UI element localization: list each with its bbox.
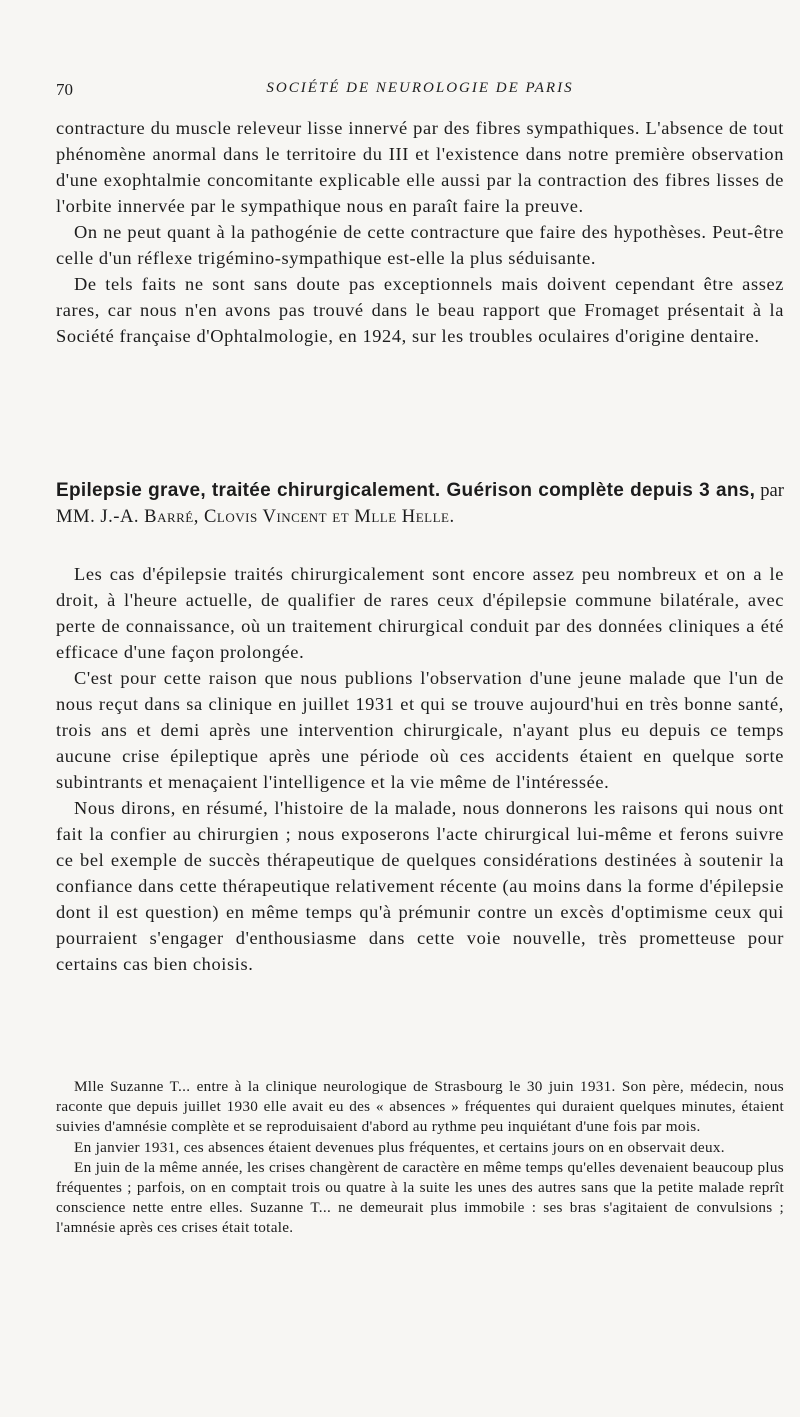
case-paragraph: Mlle Suzanne T... entre à la clinique neurologique de Strasbourg le 30 juin 1931. Son père, médecin, nous raconte que depuis juillet 1930 elle avait eu des « absences » fréquentes qui duraient quelques minutes, étaient suivies d'amnésie complète et se reproduisaient d'abord au rythme peu inquiétant d'une fois par mois. [56, 1078, 784, 1136]
paragraph: contracture du muscle releveur lisse innervé par des fibres sympathiques. L'absence de tout phénomène anormal dans le territoire du III et l'existence dans notre première observation d'une exophtalmie concomitante explicable elle aussi par la contraction des fibres lisses de l'orbite innervée par le sympathique nous en paraît faire la preuve. [56, 118, 784, 216]
paragraph: De tels faits ne sont sans doute pas exceptionnels mais doivent cependant être assez rares, car nous n'en avons pas trouvé dans le beau rapport que Fromaget présentait à la Société française d'Ophtalmologie, en 1924, sur les troubles oculaires d'origine dentaire. [56, 274, 784, 346]
page-header [56, 80, 784, 104]
case-paragraph: En juin de la même année, les crises changèrent de caractère en même temps qu'elles devenaient beaucoup plus fréquentes ; parfois, on en comptait trois ou quatre à la suite les unes des autres sans que la petite malade reprît conscience nette entre elles. Suzanne T... ne demeurait plus immobile : ses bras s'agitaient de convulsions ; l'amnésie après ces crises était totale. [56, 1158, 784, 1237]
article-authors: MM. J.-A. Barré, Clovis Vincent et Mlle Helle. [56, 506, 455, 527]
article-title: Epilepsie grave, traitée chirurgicalement. Guérison complète depuis 3 ans, [56, 480, 756, 501]
page-number: 70 [56, 80, 73, 99]
running-title: SOCIÉTÉ DE NEUROLOGIE DE PARIS [266, 80, 574, 96]
byline-prefix: par [760, 480, 784, 501]
paragraph: Les cas d'épilepsie traités chirurgicalement sont encore assez peu nombreux et on a le droit, à l'heure actuelle, de qualifier de rares ceux d'épilepsie commune bilatérale, avec perte de connaissance, où un traitement chirurgical conduit par des données cliniques a été efficace d'une façon prolongée. [56, 564, 784, 662]
case-observation [56, 1077, 784, 1239]
previous-article-conclusion [56, 115, 784, 349]
paragraph: Nous dirons, en résumé, l'histoire de la malade, nous donnerons les raisons qui nous ont fait la confier au chirurgien ; nous exposerons l'acte chirurgical lui-même et ferons suivre ce bel exemple de succès thérapeutique de quelques considérations destinées à soutenir la confiance dans cette thérapeutique relativement récente (au moins dans la forme d'épilepsie dont il est question) en même temps qu'à prémunir contre un excès d'optimisme ceux qui pourraient s'engager d'enthousiasme dans cette voie nouvelle, très prometteuse pour certains cas bien choisis. [56, 798, 784, 974]
case-paragraph: En janvier 1931, ces absences étaient devenues plus fréquentes, et certains jours on en observait deux. [74, 1138, 725, 1156]
paragraph: On ne peut quant à la pathogénie de cette contracture que faire des hypothèses. Peut-être celle d'un réflexe trigémino-sympathique est-elle la plus séduisante. [56, 222, 784, 268]
article-heading [56, 478, 784, 530]
paragraph: C'est pour cette raison que nous publions l'observation d'une jeune malade que l'un de nous reçut dans sa clinique en juillet 1931 et qui se trouve aujourd'hui en très bonne santé, trois ans et demi après une intervention chirurgicale, n'ayant plus eu depuis ce temps aucune crise épileptique après une période où ces accidents étaient en quelque sorte subintrants et menaçaient l'intelligence et la vie même de l'intéressée. [56, 668, 784, 792]
article-body [56, 561, 784, 977]
